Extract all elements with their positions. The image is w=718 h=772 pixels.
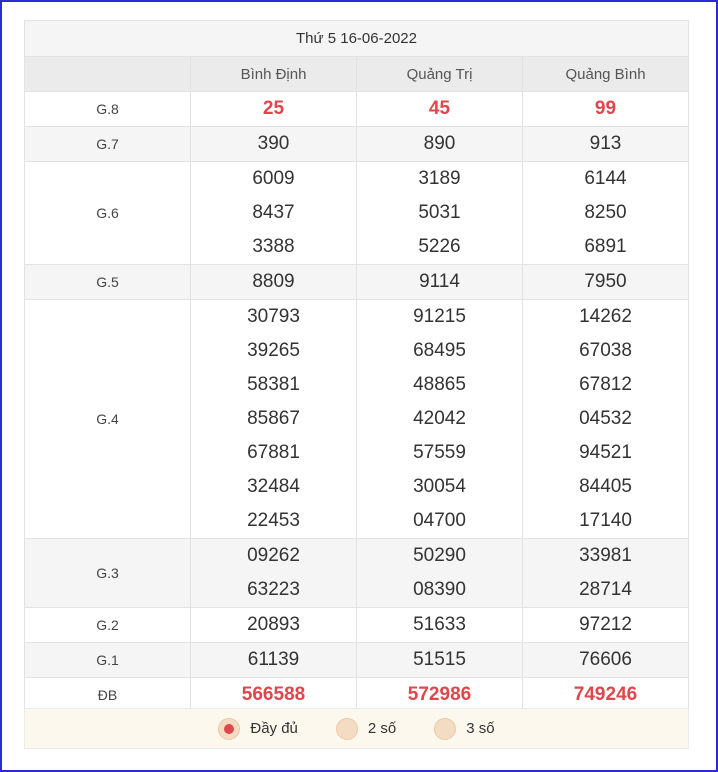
prize-number: 32484 xyxy=(247,476,300,497)
option-3-digits-label: 3 số xyxy=(466,720,495,737)
prize-cell xyxy=(357,608,523,643)
prize-label: G.4 xyxy=(25,300,191,539)
prize-cell xyxy=(191,265,357,300)
prize-cell xyxy=(357,300,523,539)
prize-label: G.3 xyxy=(25,539,191,608)
prize-cell xyxy=(357,265,523,300)
prize-number: 22453 xyxy=(247,510,300,531)
prize-number: 67038 xyxy=(579,340,632,361)
radio-3-digits[interactable] xyxy=(434,718,456,740)
prize-cell xyxy=(523,608,689,643)
prize-label: G.8 xyxy=(25,92,191,127)
prize-number: 20893 xyxy=(247,614,300,635)
prize-number: 76606 xyxy=(579,649,632,670)
province-header: Bình Định xyxy=(191,57,357,92)
prize-number: 8809 xyxy=(252,271,295,292)
prize-number: 890 xyxy=(423,133,456,154)
prize-number: 85867 xyxy=(247,408,300,429)
prize-label: G.1 xyxy=(25,643,191,678)
prize-cell xyxy=(357,643,523,678)
prize-number: 57559 xyxy=(413,442,466,463)
prize-row xyxy=(25,643,689,678)
province-header: Quảng Bình xyxy=(523,57,689,92)
prize-cell xyxy=(357,162,523,265)
prize-row xyxy=(25,539,689,608)
prize-row xyxy=(25,127,689,162)
prize-cell xyxy=(357,127,523,162)
prize-label: G.6 xyxy=(25,162,191,265)
prize-cell xyxy=(357,539,523,608)
prize-cell xyxy=(523,643,689,678)
prize-number: 39265 xyxy=(247,340,300,361)
option-2-digits[interactable] xyxy=(336,718,396,740)
prize-cell xyxy=(191,539,357,608)
prize-number: 08390 xyxy=(413,579,466,600)
prize-cell xyxy=(191,92,357,127)
prize-number: 572986 xyxy=(407,684,472,705)
prize-number: 99 xyxy=(594,98,617,119)
prize-cell xyxy=(191,127,357,162)
prize-number: 6009 xyxy=(252,168,295,189)
prize-cell xyxy=(191,643,357,678)
option-2-digits-label: 2 số xyxy=(367,720,397,737)
lottery-results-table xyxy=(24,20,689,713)
prize-number: 5031 xyxy=(418,202,461,223)
display-options-bar xyxy=(24,708,689,749)
prize-row xyxy=(25,265,689,300)
prize-number: 67881 xyxy=(247,442,300,463)
prize-number: 913 xyxy=(589,133,622,154)
prize-number: 3189 xyxy=(418,168,461,189)
prize-label: G.2 xyxy=(25,608,191,643)
prize-number: 6144 xyxy=(584,168,627,189)
prize-number: 63223 xyxy=(247,579,300,600)
prize-cell xyxy=(357,92,523,127)
prize-number: 17140 xyxy=(579,510,632,531)
prize-cell xyxy=(523,127,689,162)
prize-number: 6891 xyxy=(584,236,627,257)
prize-number: 566588 xyxy=(241,684,306,705)
radio-full[interactable] xyxy=(218,718,240,740)
prize-number: 45 xyxy=(428,98,451,119)
prize-number: 8437 xyxy=(252,202,295,223)
prize-cell xyxy=(523,300,689,539)
prize-row xyxy=(25,300,689,539)
province-header: Quảng Trị xyxy=(357,57,523,92)
prize-number: 94521 xyxy=(579,442,632,463)
prize-label: ĐB xyxy=(25,678,191,713)
draw-date: Thứ 5 16-06-2022 xyxy=(25,21,689,57)
prize-cell xyxy=(191,608,357,643)
option-full-label: Đầy đủ xyxy=(250,720,298,737)
prize-number: 14262 xyxy=(579,306,632,327)
province-header-row xyxy=(25,57,689,92)
radio-2-digits[interactable] xyxy=(336,718,358,740)
prize-number: 5226 xyxy=(418,236,461,257)
prize-cell xyxy=(191,162,357,265)
prize-number: 68495 xyxy=(413,340,466,361)
prize-cell xyxy=(191,300,357,539)
prize-cell xyxy=(523,265,689,300)
prize-number: 61139 xyxy=(247,649,300,670)
prize-number: 390 xyxy=(257,133,290,154)
prize-number: 28714 xyxy=(579,579,632,600)
prize-number: 04532 xyxy=(579,408,632,429)
prize-number: 30054 xyxy=(413,476,466,497)
prize-row xyxy=(25,608,689,643)
option-full[interactable] xyxy=(218,718,298,740)
prize-number: 9114 xyxy=(419,271,460,292)
prize-cell xyxy=(523,539,689,608)
prize-number: 51515 xyxy=(413,649,466,670)
prize-number: 09262 xyxy=(247,545,300,566)
prize-number: 749246 xyxy=(573,684,638,705)
prize-number: 58381 xyxy=(247,374,300,395)
prize-number: 50290 xyxy=(413,545,466,566)
prize-label: G.5 xyxy=(25,265,191,300)
prize-number: 30793 xyxy=(247,306,300,327)
prize-number: 25 xyxy=(262,98,285,119)
prize-number: 04700 xyxy=(413,510,466,531)
prize-cell xyxy=(523,162,689,265)
prize-number: 8250 xyxy=(584,202,627,223)
prize-row xyxy=(25,92,689,127)
prize-number: 97212 xyxy=(579,614,632,635)
prize-column-header xyxy=(25,57,191,92)
prize-number: 33981 xyxy=(579,545,632,566)
prize-number: 3388 xyxy=(252,236,295,257)
prize-number: 42042 xyxy=(413,408,466,429)
prize-row xyxy=(25,162,689,265)
prize-number: 67812 xyxy=(579,374,632,395)
option-3-digits[interactable] xyxy=(434,718,494,740)
prize-cell xyxy=(523,92,689,127)
prize-label: G.7 xyxy=(25,127,191,162)
prize-number: 51633 xyxy=(413,614,466,635)
prize-number: 84405 xyxy=(579,476,632,497)
prize-number: 91215 xyxy=(413,306,466,327)
prize-number: 7950 xyxy=(584,271,627,292)
prize-number: 48865 xyxy=(413,374,466,395)
